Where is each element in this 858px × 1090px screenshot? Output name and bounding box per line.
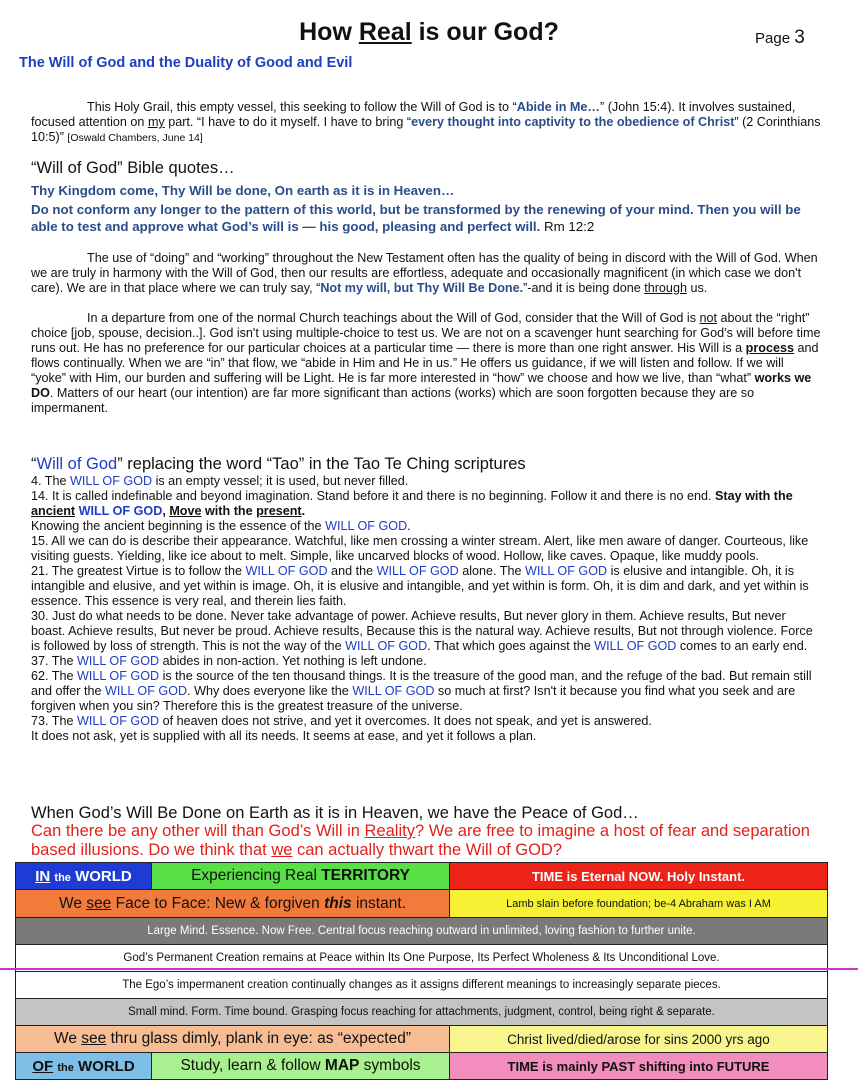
christ-lived-cell: Christ lived/died/arose for sins 2000 yrs ago	[449, 1025, 828, 1053]
see-face-to-face-cell: We see Face to Face: New & forgiven this instant.	[15, 889, 450, 918]
bible-quotes-heading: “Will of God” Bible quotes…	[31, 159, 235, 177]
title-real-word: Real	[358, 18, 412, 46]
tao-verse-30: 30. Just do what needs to be done. Never take advantage of power. Achieve results, But never glory in them. Achieve results, But never boast. Achieve results, But never be proud. Achieve results, Because this is the natural way. Achieve results, But not through violence. Force is followed by loss of strength. This is not the way of the WILL OF GOD. That which goes against the WILL OF GOD comes to an early end.	[31, 609, 813, 653]
tao-verse-21: 21. The greatest Virtue is to follow the WILL OF GOD and the WILL OF GOD alone. The WILL OF GOD is elusive and intangible. Oh, it is intangible and elusive, and yet within is image. Oh, it is elusive and intangible, and yet within is form. Oh, it is dim and dark, and yet within is essence. This essence is very real, and therein lies faith.	[31, 564, 809, 608]
permanent-creation-row: God’s Permanent Creation remains at Peace within Its One Purpose, Its Perfect Wholeness & Its Unconditional Love.	[15, 944, 828, 972]
of-the-world-cell: OF the WORLD	[15, 1052, 152, 1080]
magenta-divider-line	[0, 968, 858, 970]
page-title: How Real is our God?	[299, 18, 559, 46]
in-the-world-cell: IN the WORLD	[15, 862, 152, 890]
bible-quote-1: Thy Kingdom come, Thy Will be done, On earth as it is in Heaven…	[31, 183, 455, 198]
tao-verse-4: 4. The WILL OF GOD is an empty vessel; it is used, but never filled.	[31, 474, 409, 488]
tao-knowing-line: Knowing the ancient beginning is the essence of the WILL OF GOD.	[31, 519, 411, 533]
bible-quote-2: Do not conform any longer to the pattern of this world, but be transformed by the renewing of your mind. Then you will be able to test and approve what God’s will is — his good, pleasing and perfect will. Rm 12:2	[31, 202, 801, 234]
time-eternal-now-cell: TIME is Eternal NOW. Holy Instant.	[449, 862, 828, 890]
tao-verse-15: 15. All we can do is describe their appearance. Watchful, like men crossing a winter stream. Alert, like men aware of danger. Courteous, like visiting guests. Yielding, like ice about to melt. Simple, like uncarved blocks of wood. Hollow, like caves. Opaque, like muddy pools.	[31, 534, 809, 563]
tao-verse-73-cont: It does not ask, yet is supplied with all its needs. It seems at ease, and yet it follows a plan.	[31, 729, 537, 743]
ego-creation-row: The Ego’s impermanent creation continually changes as it assigns different meanings to increasingly separate pieces.	[15, 971, 828, 999]
tao-verse-14: 14. It is called indefinable and beyond imagination. Stand before it and there is no beginning. Follow it and there is no end. Stay with the ancient WILL OF GOD, Move with the present.	[31, 489, 793, 518]
glass-dimly-cell: We see thru glass dimly, plank in eye: as “expected”	[15, 1025, 450, 1053]
time-past-future-cell: TIME is mainly PAST shifting into FUTURE	[449, 1052, 828, 1080]
reality-question: Can there be any other will than God’s Will in Reality? We are free to imagine a host of fear and separation based illusions. Do we think that we can actually thwart the Will of GOD?	[31, 822, 810, 859]
tao-heading: “Will of God” replacing the word “Tao” in the Tao Te Ching scriptures	[31, 455, 526, 473]
tao-verse-37: 37. The WILL OF GOD abides in non-action. Yet nothing is left undone.	[31, 654, 427, 668]
intro-paragraph: This Holy Grail, this empty vessel, this seeking to follow the Will of God is to “Abide in Me…” (John 15:4). It involves sustained, focused attention on my part. “I have to do it myself. I have to bring “every thought into captivity to the obedience of Christ” (2 Corinthians 10:5)” [Oswald Chambers, June 14]	[31, 100, 821, 144]
tao-verse-73: 73. The WILL OF GOD of heaven does not strive, and yet it overcomes. It does not speak, and yet is answered.	[31, 714, 652, 728]
page-number: Page 3	[755, 27, 805, 48]
large-mind-row: Large Mind. Essence. Now Free. Central focus reaching outward in unlimited, loving fashion to further unite.	[15, 917, 828, 945]
doing-paragraph: The use of “doing” and “working” throughout the New Testament often has the quality of being in discord with the Will of God. When we are truly in harmony with the Will of God, then our results are effortless, adequate and occasionally magnificent (in which case we don't care). We are in that place where we can truly say, “Not my will, but Thy Will Be Done.”-and it is being done through us.	[31, 251, 818, 295]
experiencing-territory-cell: Experiencing Real TERRITORY	[151, 862, 450, 890]
peace-line: When God’s Will Be Done on Earth as it is in Heaven, we have the Peace of God…	[31, 804, 639, 822]
tao-scriptures	[31, 474, 821, 744]
departure-paragraph: In a departure from one of the normal Church teachings about the Will of God, consider that the Will of God is not about the “right” choice [job, spouse, decision..]. God isn't using multiple-choice to test us. We are not on a scavenger hunt searching for God’s will before time runs out. He has no preference for our particular choices at a particular time — there is more than one right answer. His Will is a process and flows continually. When we are “in” that flow, we “abide in Him and He in us.” He offers us guidance, if we will listen and follow. If we will “yoke” with Him, our burden and suffering will be Light. He is far more interested in “how” we choose and how we live, than “what” works we DO. Matters of our heart (our intention) are far more significant than actions (works) which are soon forgotten because they are so impermanent.	[31, 311, 821, 415]
tao-verse-62: 62. The WILL OF GOD is the source of the ten thousand things. It is the treasure of the good man, and the refuge of the bad. But remain still and offer the WILL OF GOD. Why does everyone like the WILL OF GOD so much at first? Isn't it because you find what you seek and are forgiven when you sin? Therefore this is the greatest treasure of the universe.	[31, 669, 812, 713]
small-mind-row: Small mind. Form. Time bound. Grasping focus reaching for attachments, judgment, control, being right & separate.	[15, 998, 828, 1026]
subtitle: The Will of God and the Duality of Good and Evil	[19, 55, 353, 71]
study-map-cell: Study, learn & follow MAP symbols	[151, 1052, 450, 1080]
lamb-slain-cell: Lamb slain before foundation; be-4 Abraham was I AM	[449, 889, 828, 918]
